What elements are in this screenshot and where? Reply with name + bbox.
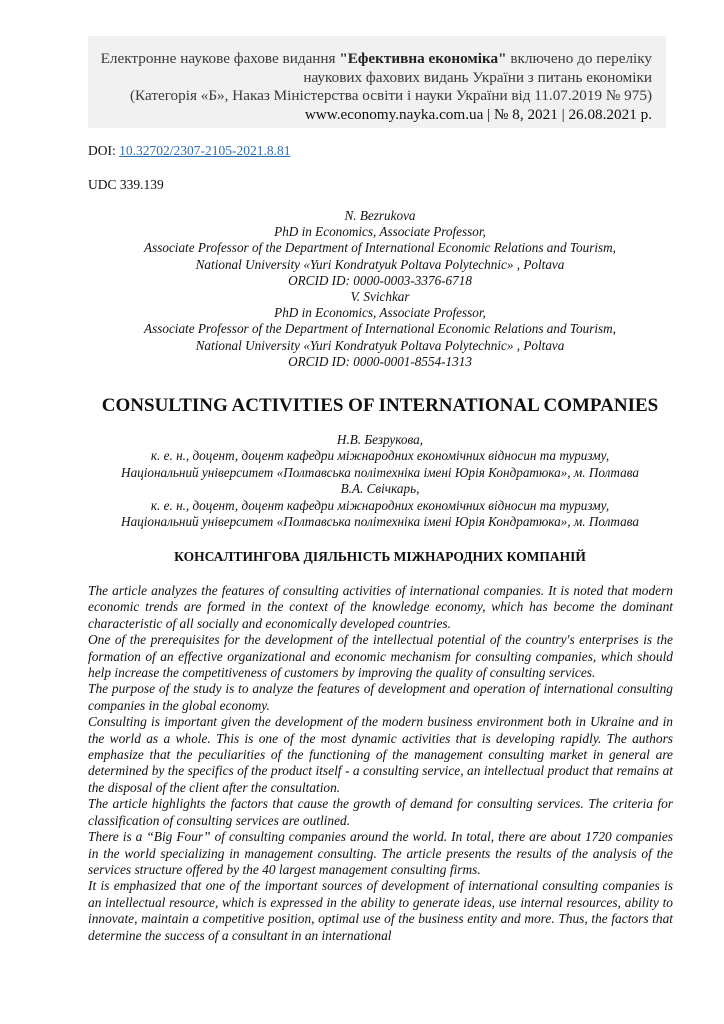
abstract-paragraph: It is emphasized that one of the important sources of development of international consulting companies is an intellectual resource, which is expressed in the ability to generate ideas, use internal resources, ability to innovate, maintain a competitive position, optimal use of the business entity and more. Thus, the factors that determine the success of a consultant in an international [88,878,673,943]
author-line: N. Bezrukova [344,208,416,223]
abstract [88,583,673,944]
header-line-4: www.economy.nayka.com.ua | № 8, 2021 | 26.08.2021 р. [304,105,652,123]
author-line: National University «Yuri Kondratyuk Poltava Polytechnic» , Poltava [195,337,565,353]
abstract-paragraph: Consulting is important given the development of the modern business environment both in Ukraine and in the world as a whole. This is one of the most dynamic activities that is developing rapidly. The authors emphasize that the peculiarities of the functioning of the management consulting market in general are determined by the specifics of the product itself - a consulting service, an intellectual product that remains at the disposal of the client after the consultation. [88,714,673,795]
author-line: В.А. Свічкарь, [340,481,420,497]
header-line-3: (Категорія «Б», Наказ Міністерства освіти і науки України від 11.07.2019 № 975) [129,87,652,104]
article-title-ua: КОНСАЛТИНГОВА ДІЯЛЬНІСТЬ МІЖНАРОДНИХ КОМПАНІЙ [174,549,586,564]
author-line: ORCID ID: 0000-0001-8554-1313 [288,353,472,369]
abstract-paragraph: There is a “Big Four” of consulting companies around the world. In total, there are about 1720 companies in the world specializing in management consulting. The article presents the results of the analysis of the services structure offered by the 40 largest management consulting firms. [88,829,673,877]
authors-ua [70,432,690,530]
udc: UDC 339.139 [88,177,164,192]
header-line-2: наукових фахових видань України з питань економіки [303,68,652,86]
abstract-paragraph: The article highlights the factors that cause the growth of demand for consulting services. The criteria for classification of consulting services are outlined. [88,796,673,828]
author-line: PhD in Economics, Associate Professor, [274,224,486,240]
journal-name: "Ефективна економіка" [339,50,507,67]
author-line: V. Svichkar [350,289,410,305]
author-line: Національний університет «Полтавська політехніка імені Юрія Кондратюка», м. Полтава [121,464,639,480]
doi-link[interactable]: 10.32702/2307-2105-2021.8.81 [119,143,291,158]
author-line: National University «Yuri Kondratyuk Poltava Polytechnic» , Poltava [195,256,565,272]
author-line: к. е. н., доцент, доцент кафедри міжнародних економічних відносин та туризму, [150,497,610,513]
author-line: Н.В. Безрукова, [336,432,424,447]
author-line: PhD in Economics, Associate Professor, [274,305,486,321]
abstract-paragraph: The article analyzes the features of consulting activities of international companies. It is noted that modern economic trends are formed in the context of the knowledge economy, which has become the dominant characteristic of all socially and economically developed countries. [88,583,673,631]
doi-label: DOI: [88,143,120,158]
header-line-1: Електронне наукове фахове видання "Ефективна економіка" включено до переліку [100,50,652,67]
authors-en [70,208,690,370]
doi [88,143,291,159]
abstract-paragraph: One of the prerequisites for the development of the intellectual potential of the country's enterprises is the formation of an effective organizational and economic mechanism for consulting companies, which should help increase the competitiveness of customers by improving the quality of consulting services. [88,632,673,681]
author-line: к. е. н., доцент, доцент кафедри міжнародних економічних відносин та туризму, [150,448,610,464]
article-title-en: CONSULTING ACTIVITIES OF INTERNATIONAL COMPANIES [101,395,659,416]
journal-header [88,36,666,128]
author-line: Національний університет «Полтавська політехніка імені Юрія Кондратюка», м. Полтава [121,514,639,530]
author-line: ORCID ID: 0000-0003-3376-6718 [288,272,472,288]
author-line: Associate Professor of the Department of International Economic Relations and Tourism, [144,321,616,337]
author-line: Associate Professor of the Department of International Economic Relations and Tourism, [144,240,616,256]
abstract-paragraph: The purpose of the study is to analyze the features of development and operation of international consulting companies in the global economy. [88,681,673,713]
